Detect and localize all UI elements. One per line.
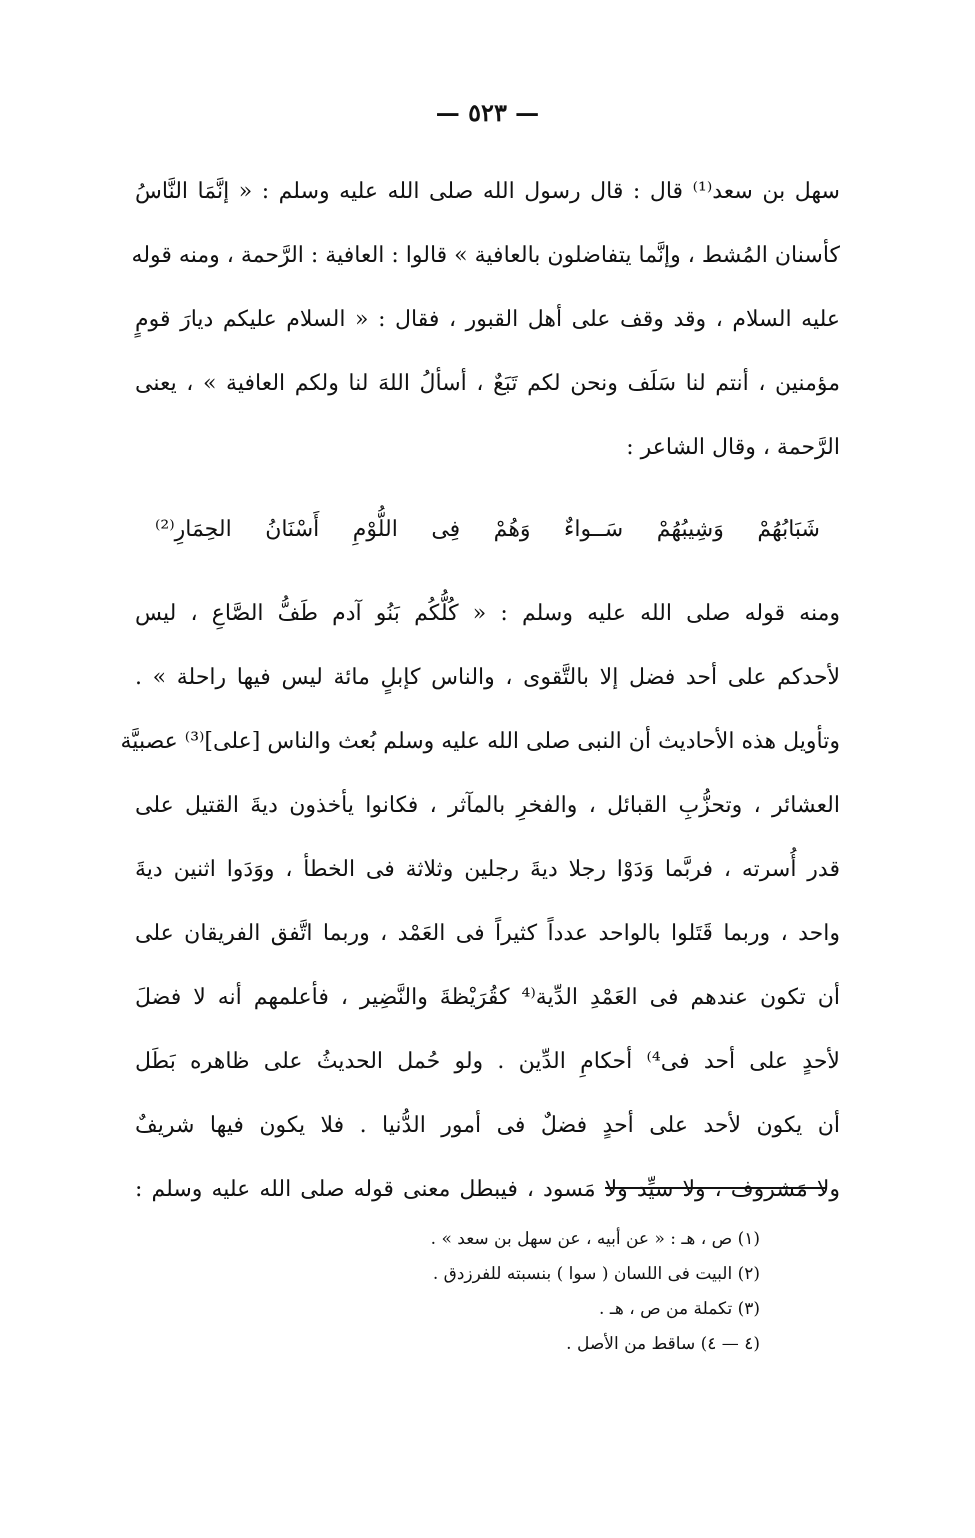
footnote: (٣) تكملة من ص ، هـ . (599, 1299, 760, 1319)
text-line: عليه السلام ، وقد وقف على أهل القبور ، فقال : « السلام عليكم ديارَ قومٍ (135, 307, 840, 332)
footnotes (200, 1222, 760, 1362)
footnote: (٤ — ٤) ساقط من الأصل . (566, 1334, 760, 1354)
main-text (120, 160, 841, 1222)
footnote: (١) ص ، هـ : « عن أبيه ، عن سهل بن سعد » . (430, 1229, 760, 1249)
text-line: مؤمنين ، أنتم لنا سَلَف ونحن لكم تَبَعٌ ، أسألُ اللهَ لنا ولكم العافية » ، يعنى (135, 371, 840, 396)
text-line: لأحدكم على أحد فضل إلا بالتَّقوى ، والناس كإبلٍ مائة ليس فيها راحلة » . (135, 665, 840, 690)
text-line: واحد ، وربما قَتَلوا بالواحد عدداً كثيراً فى العَمْد ، وربما اتَّفق الفريقان على (135, 921, 840, 946)
text-line: كأسنان المُشط ، وإنَّما يتفاضلون بالعافية » قالوا : العافية : الرَّحمة ، ومنه قوله (131, 243, 840, 268)
text-line: سهل بن سعد⁽¹⁾ قال : قال رسول الله صلى الله عليه وسلم : « إنَّمَا النَّاسُ (135, 179, 840, 204)
text-line: وتأويل هذه الأحاديث أن النبى صلى الله عليه وسلم بُعث والناس [على]⁽³⁾ عصبيَّة (120, 729, 840, 754)
text-line: الرَّحمة ، وقال الشاعر : (626, 435, 840, 460)
text-line: أن تكون عندهم فى العَمْدِ الدِّية⁽⁴ كقُرَيْظةَ والنَّضِير ، فأعلمهم أنه لا فضلَ (135, 985, 841, 1010)
text-line: ومنه قوله صلى الله عليه وسلم : « كُلُّكُم بَنُو آدم طَفُّ الصَّاعِ ، ليس (135, 601, 840, 626)
text-line: العشائر ، وتحزُّبِ القبائل ، والفخرِ بالمآثر ، فكانوا يأخذون ديةَ القتيل على (135, 793, 840, 818)
page-number: — ٥٢٣ — (435, 98, 540, 127)
text-line: لأحدٍ على أحد فى⁴⁾ أحكامِ الدِّين . ولو حُمل الحديثُ على ظاهره بَطَل (135, 1049, 840, 1074)
poetry-verse: شَبَابُهُمْ وَشِيبُهُمْ سَــواءٌ وَهُمْ فِى اللُّوْمِ أَسْنَانُ الحِمَارِ⁽²⁾ (155, 517, 820, 542)
text-line: ولا مَشروف ، ولا سيِّد ولا مَسود ، فيبطل معنى قوله صلى الله عليه وسلم : (135, 1177, 840, 1202)
footnote-divider (605, 1187, 827, 1189)
text-line: قدر أُسرته ، فربَّما وَدَوْا رجلا ديةَ رجلين وثلاثة فى الخطأ ، ووَدَوا اثنين ديةَ (135, 857, 840, 882)
text-line: أن يكون لأحد على أحدٍ فضلٌ فى أمور الدُّنيا . فلا يكون فيها شريفٌ (135, 1113, 840, 1138)
footnote: (٢) البيت فى اللسان ( سوا ) بنسبته للفرزدق . (432, 1264, 760, 1284)
